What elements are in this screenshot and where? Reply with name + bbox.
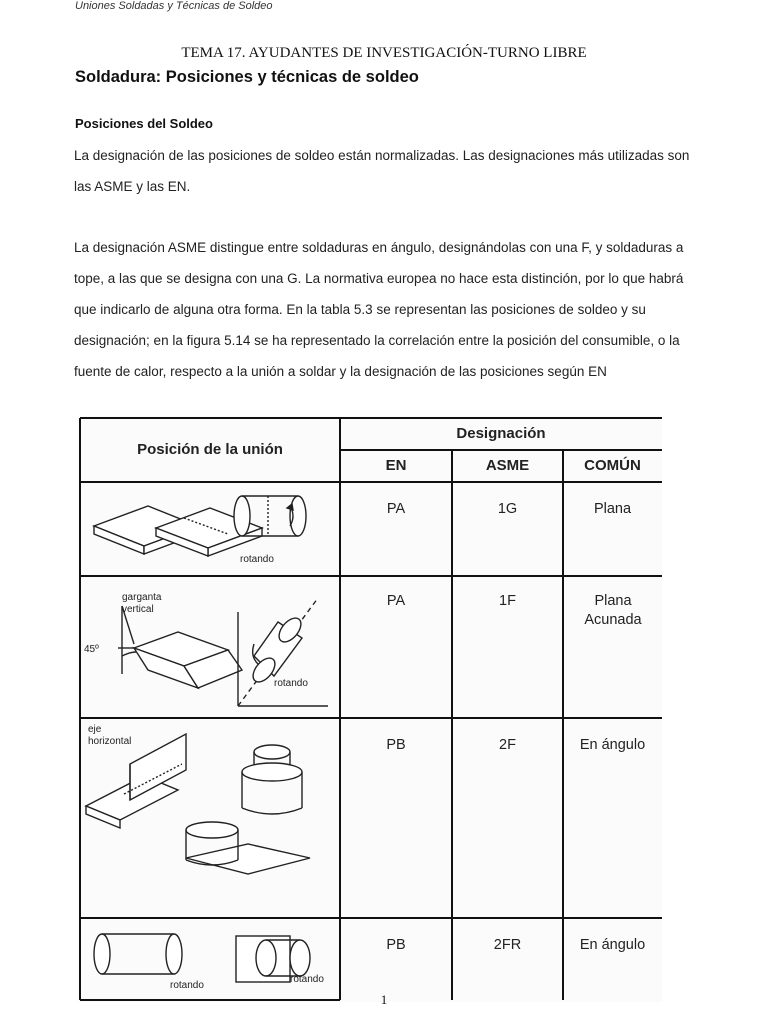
label-rotando-4: rotando — [290, 974, 324, 985]
label-vertical: vertical — [122, 604, 154, 615]
running-header: Uniones Soldadas y Técnicas de Soldeo — [75, 0, 273, 12]
row4-comun: En ángulo — [579, 937, 646, 953]
rotating-pipe-angled-figure — [238, 598, 328, 706]
header-position: Posición de la unión — [137, 441, 283, 458]
label-rotando-1: rotando — [240, 554, 274, 565]
row2-comun: Plana Acunada — [584, 593, 642, 628]
row4-en: PB — [386, 937, 406, 953]
horizontal-pipe-figures — [94, 934, 310, 982]
label-garganta: garganta — [122, 592, 162, 603]
header-asme: ASME — [485, 457, 530, 474]
page-number: 1 — [380, 992, 388, 1007]
label-rotando-3: rotando — [170, 980, 204, 991]
welding-positions-table — [78, 416, 662, 1002]
header-en: EN — [385, 457, 407, 474]
t-joint-figure — [86, 734, 186, 828]
label-eje: eje — [88, 724, 102, 735]
row3-asme: 2F — [499, 737, 516, 753]
fillet-45-figure — [118, 606, 242, 688]
page-title: Soldadura: Posiciones y técnicas de soldeo — [75, 68, 419, 86]
row1-en: PA — [386, 501, 406, 517]
section-subtitle: Posiciones del Soldeo — [75, 116, 213, 131]
header-designacion: Designación — [456, 425, 546, 442]
row2-en: PA — [386, 593, 406, 609]
paragraph-intro: La designación de las posiciones de soldeo están normalizadas. Las designaciones más utilizadas son las ASME y las EN. — [74, 148, 690, 194]
row4-asme: 2FR — [493, 937, 522, 953]
row1-comun: Plana — [593, 501, 632, 517]
row2-asme: 1F — [499, 593, 516, 609]
row1-asme: 1G — [497, 501, 518, 517]
label-rotando-2: rotando — [274, 678, 308, 689]
label-45-degrees: 45º — [84, 644, 99, 655]
header-comun: COMÚN — [584, 457, 641, 474]
vertical-pipe-figures — [186, 745, 310, 874]
label-horizontal: horizontal — [88, 736, 132, 747]
tema-heading: TEMA 17. AYUDANTES DE INVESTIGACIÓN-TURNO LIBRE — [181, 45, 587, 61]
paragraph-asme: La designación ASME distingue entre soldaduras en ángulo, designándolas con una F, y soldaduras a tope, a las que se designa con una G. La normativa europea no hace esta distinción, por lo que habrá que indicarlo de alguna otra forma. En la tabla 5.3 se representan las posiciones de soldeo y su designación; en la figura 5.14 se ha representado la correlación entre la posición del consumible, o la fuente de calor, respecto a la unión a soldar y la designación de las posiciones según EN — [74, 240, 684, 379]
rotating-pipe-figure — [234, 496, 306, 536]
row3-comun: En ángulo — [579, 737, 646, 753]
row3-en: PB — [386, 737, 406, 753]
